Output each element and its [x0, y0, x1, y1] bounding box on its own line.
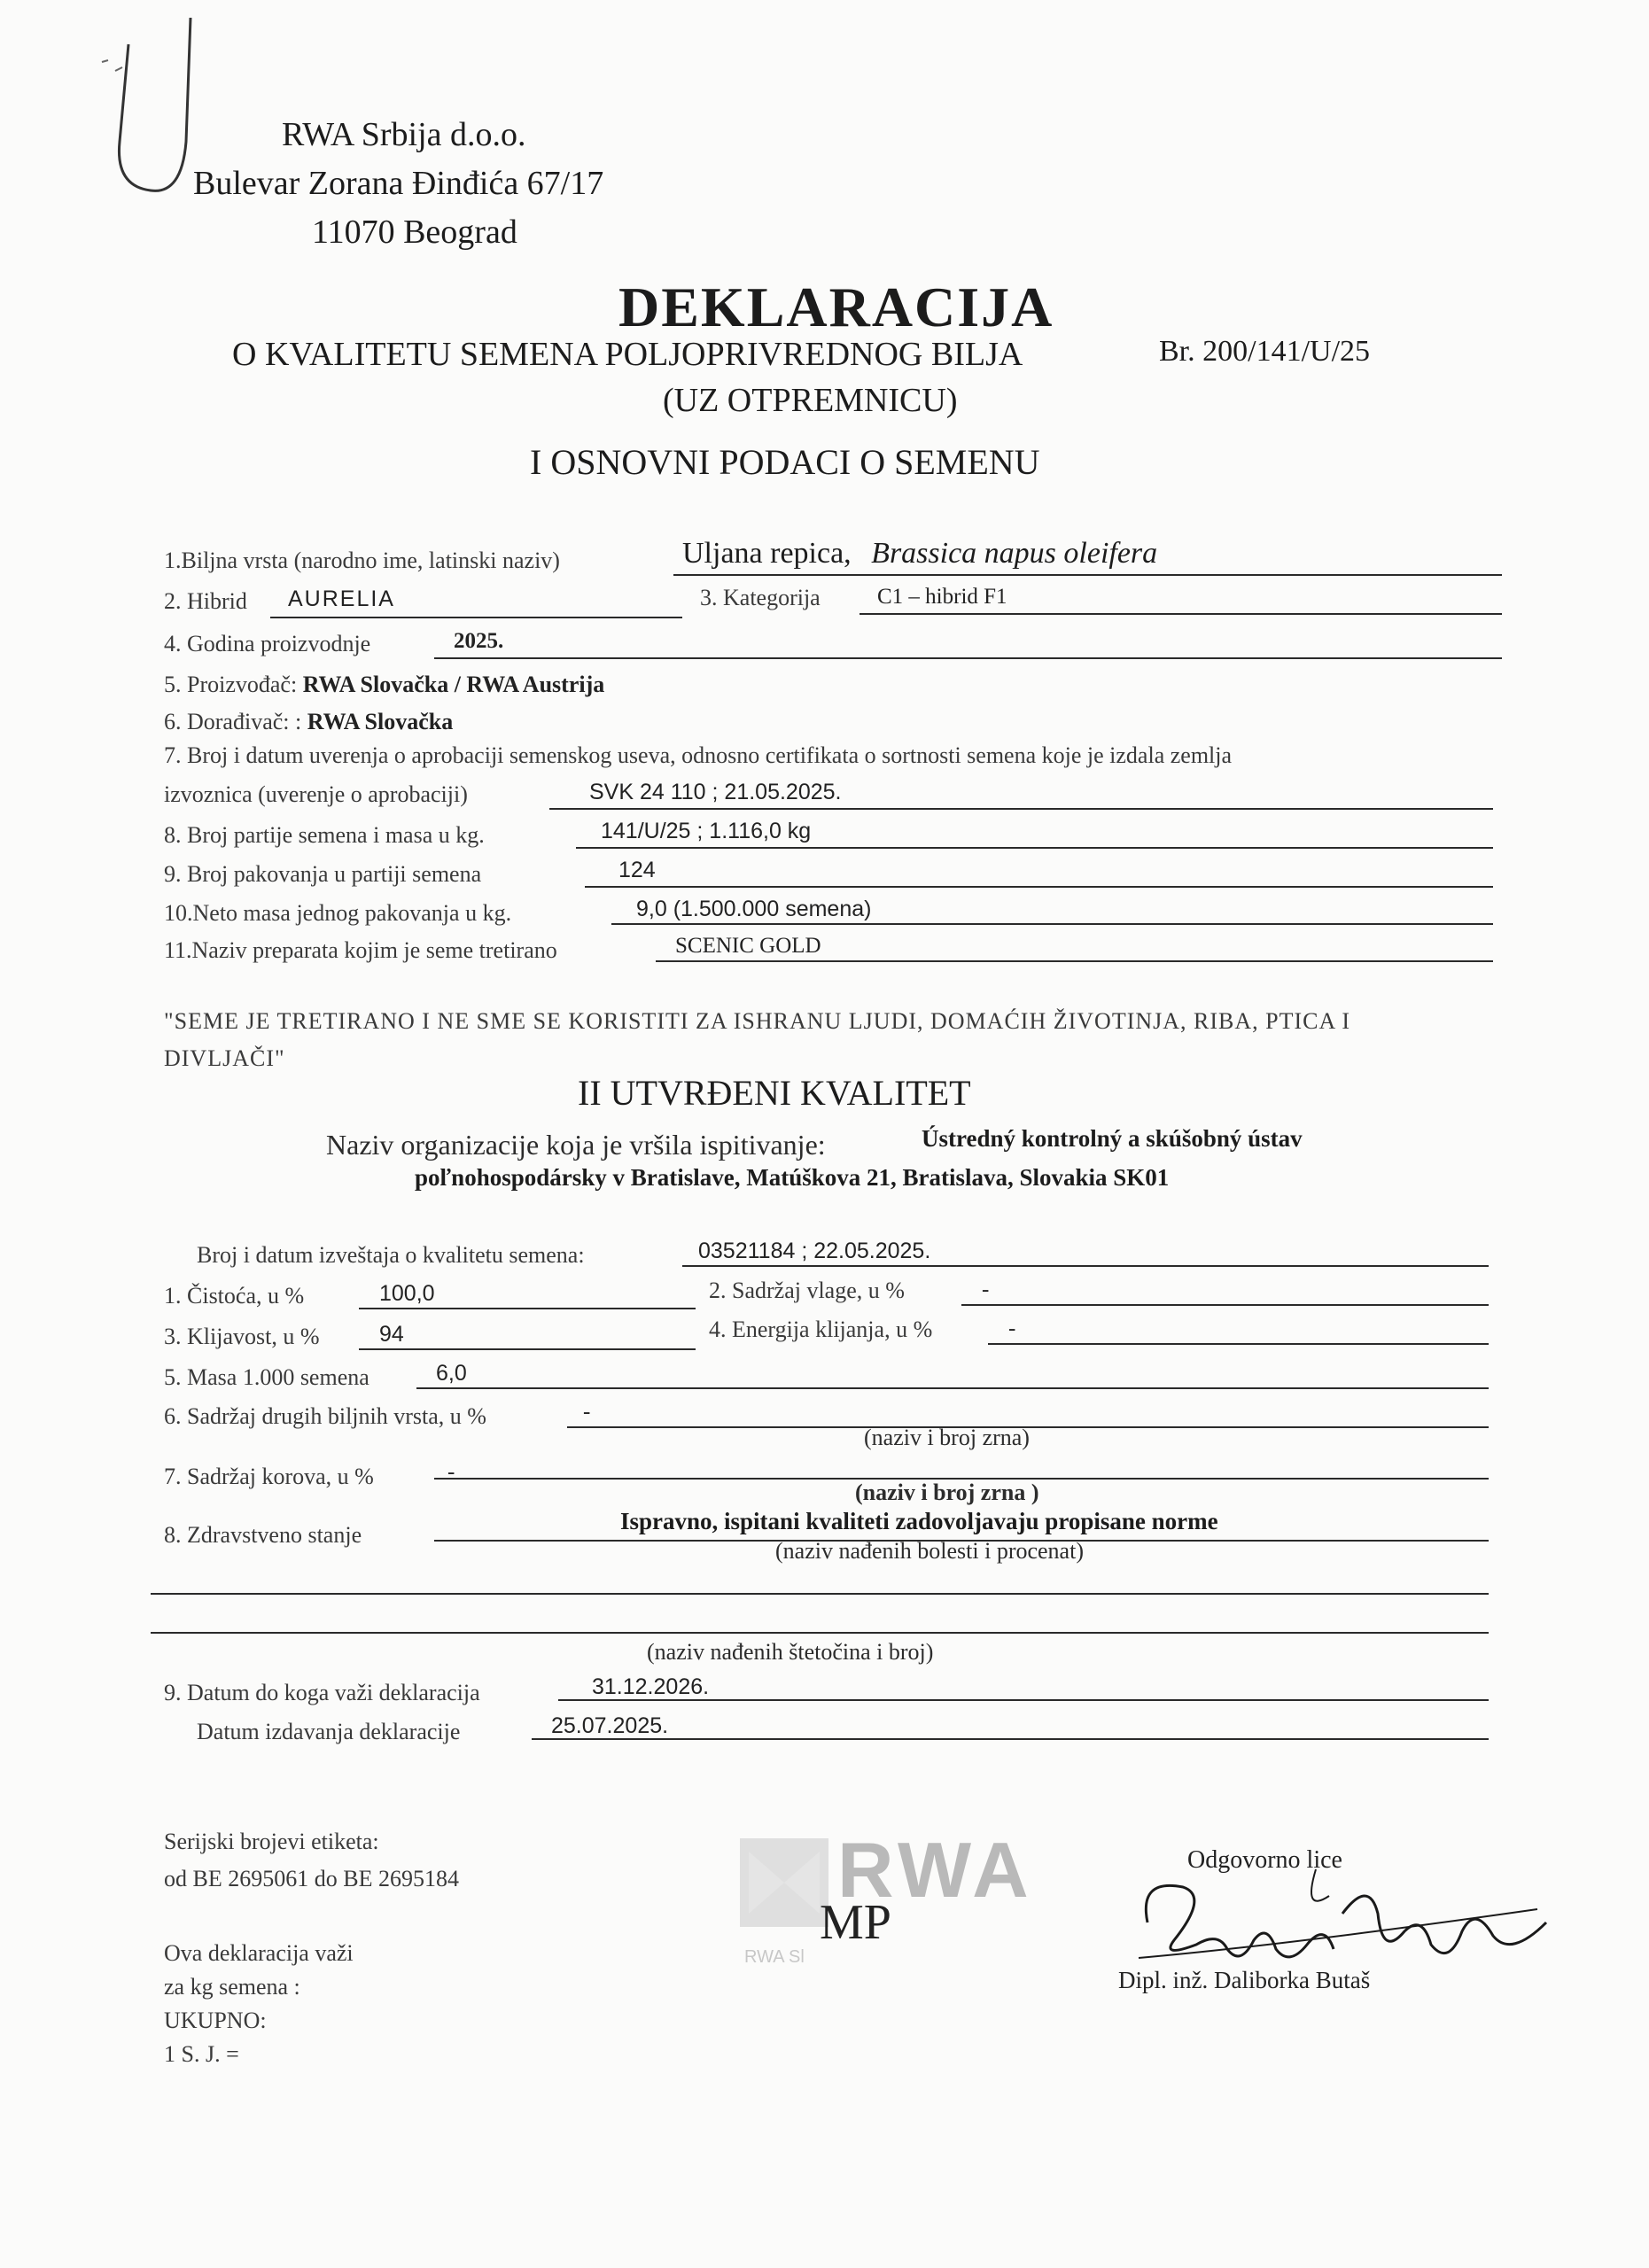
quality-3-underline	[359, 1348, 696, 1350]
company-name: RWA Srbija d.o.o.	[282, 116, 526, 153]
quality-report-value: 03521184 ; 22.05.2025.	[698, 1239, 931, 1263]
field-8-underline	[576, 847, 1493, 849]
field-5-label: 5. Proizvođač:	[164, 672, 298, 697]
responsible-person-name: Dipl. inž. Daliborka Butaš	[1118, 1967, 1371, 1993]
field-2-value: AURELIA	[288, 586, 395, 611]
issue-date-value: 25.07.2025.	[551, 1713, 669, 1738]
quality-5-value: 6,0	[436, 1361, 467, 1386]
quality-9-value: 31.12.2026.	[592, 1674, 710, 1699]
section-1-heading: I OSNOVNI PODACI O SEMENU	[530, 442, 1040, 482]
quality-8-value: Ispravno, ispitani kvaliteti zadovoljavaju propisane norme	[620, 1508, 1218, 1534]
quality-2-label: 2. Sadržaj vlage, u %	[709, 1278, 905, 1303]
quality-8-label: 8. Zdravstveno stanje	[164, 1522, 362, 1548]
company-address: Bulevar Zorana Đinđića 67/17	[193, 165, 604, 202]
quality-6-label: 6. Sadržaj drugih biljnih vrsta, u %	[164, 1403, 486, 1429]
field-11-value: SCENIC GOLD	[675, 934, 821, 958]
pests-hint: (naziv nađenih štetočina i broj)	[647, 1639, 934, 1665]
field-1-common-name: Uljana repica,	[682, 537, 852, 570]
document-number: Br. 200/141/U/25	[1159, 335, 1371, 368]
field-5	[164, 672, 604, 698]
testing-org-label: Naziv organizacije koja je vršila ispitivanje:	[326, 1129, 826, 1161]
field-5-value: RWA Slovačka / RWA Austrija	[302, 672, 605, 697]
quality-4-label: 4. Energija klijanja, u %	[709, 1317, 933, 1342]
label-serials-value: od BE 2695061 do BE 2695184	[164, 1866, 459, 1891]
field-6	[164, 709, 453, 735]
field-1-label: 1.Biljna vrsta (narodno ime, latinski naziv)	[164, 548, 560, 573]
field-10-label: 10.Neto masa jednog pakovanja u kg.	[164, 900, 512, 926]
validity-line-4: 1 S. J. =	[164, 2041, 239, 2067]
stamp-logo-icon	[735, 1834, 833, 1931]
quality-7-label: 7. Sadržaj korova, u %	[164, 1464, 374, 1489]
quality-6-hint: (naziv i broj zrna)	[864, 1425, 1030, 1450]
field-11-underline	[656, 960, 1493, 962]
field-10-value: 9,0 (1.500.000 semena)	[636, 897, 872, 921]
validity-line-3: UKUPNO:	[164, 2008, 267, 2033]
pests-line-1	[151, 1593, 1489, 1595]
issue-date-label: Datum izdavanja deklaracije	[197, 1719, 461, 1744]
responsible-person-label: Odgovorno lice	[1187, 1846, 1342, 1874]
paper-clip-mark	[97, 9, 204, 204]
quality-7-hint: (naziv i broj zrna )	[855, 1480, 1039, 1505]
field-9-label: 9. Broj pakovanja u partiji semena	[164, 861, 482, 887]
field-9-value: 124	[618, 858, 656, 882]
quality-4-underline	[988, 1343, 1489, 1345]
testing-org-name-line-2: poľnohospodársky v Bratislave, Matúškova 21, Bratislava, Slovakia SK01	[415, 1164, 1170, 1191]
quality-2-value: -	[982, 1278, 990, 1301]
quality-3-value: 94	[379, 1322, 404, 1347]
field-8-value: 141/U/25 ; 1.116,0 kg	[601, 819, 812, 843]
quality-2-underline	[961, 1304, 1489, 1306]
quality-1-label: 1. Čistoća, u %	[164, 1283, 305, 1309]
field-7-value: SVK 24 110 ; 21.05.2025.	[589, 780, 842, 804]
mp-label: MP	[820, 1895, 891, 1950]
document-title: DEKLARACIJA	[618, 276, 1054, 338]
stamp-subtext: RWA Sl	[744, 1947, 805, 1967]
quality-report-underline	[682, 1265, 1489, 1267]
field-6-value: RWA Slovačka	[307, 709, 454, 734]
company-city: 11070 Beograd	[312, 214, 517, 251]
testing-org-name-line-1: Ústredný kontrolný a skúšobný ústav	[922, 1125, 1303, 1152]
field-4-value: 2025.	[454, 629, 504, 653]
quality-7-value: -	[447, 1460, 455, 1484]
field-10-underline	[611, 923, 1493, 925]
section-2-heading: II UTVRĐENI KVALITET	[578, 1073, 971, 1113]
field-1-value	[682, 537, 1157, 571]
quality-1-underline	[359, 1308, 696, 1309]
field-11-label: 11.Naziv preparata kojim je seme tretirano	[164, 937, 557, 963]
quality-5-label: 5. Masa 1.000 semena	[164, 1364, 369, 1390]
treatment-warning-line-2: DIVLJAČI"	[164, 1045, 285, 1071]
document-note: (UZ OTPREMNICU)	[663, 382, 958, 419]
field-2-label: 2. Hibrid	[164, 588, 247, 614]
quality-4-value: -	[1008, 1317, 1016, 1340]
validity-line-2: za kg semena :	[164, 1974, 300, 2000]
quality-8-hint: (naziv nađenih bolesti i procenat)	[775, 1538, 1084, 1564]
field-3-underline	[860, 613, 1502, 615]
field-4-label: 4. Godina proizvodnje	[164, 631, 371, 656]
field-8-label: 8. Broj partije semena i masa u kg.	[164, 822, 485, 848]
field-3-value: C1 – hibrid F1	[877, 585, 1007, 609]
quality-9-underline	[558, 1699, 1489, 1701]
quality-report-label: Broj i datum izveštaja o kvalitetu semena:	[197, 1242, 585, 1268]
field-7-label: 7. Broj i datum uverenja o aprobaciji semenskog useva, odnosno certifikata o sortnosti semena koje je izdala zemlja	[164, 742, 1233, 768]
field-7-underline	[549, 808, 1493, 810]
quality-6-value: -	[583, 1400, 591, 1424]
field-1-latin-name: Brassica napus oleifera	[871, 537, 1158, 570]
quality-5-underline	[416, 1387, 1489, 1389]
field-4-underline	[434, 657, 1502, 659]
pests-line-2	[151, 1632, 1489, 1634]
document-subtitle: O KVALITETU SEMENA POLJOPRIVREDNOG BILJA	[232, 336, 1023, 373]
quality-9-label: 9. Datum do koga važi deklaracija	[164, 1680, 480, 1705]
quality-3-label: 3. Klijavost, u %	[164, 1324, 320, 1349]
stamp-text: RWA	[837, 1826, 1034, 1914]
field-7-label-continued: izvoznica (uverenje o aprobaciji)	[164, 781, 468, 807]
field-9-underline	[585, 886, 1493, 888]
field-6-label: 6. Dorađivač: :	[164, 709, 302, 734]
issue-date-underline	[532, 1738, 1489, 1740]
field-1-underline	[673, 574, 1502, 576]
treatment-warning-line-1: "SEME JE TRETIRANO I NE SME SE KORISTITI ZA ISHRANU LJUDI, DOMAĆIH ŽIVOTINJA, RIBA, PTICA I	[164, 1008, 1350, 1034]
field-2-underline	[270, 617, 682, 618]
validity-line-1: Ova deklaracija važi	[164, 1940, 354, 1966]
field-3-label: 3. Kategorija	[700, 585, 821, 610]
label-serials-label: Serijski brojevi etiketa:	[164, 1829, 379, 1854]
quality-1-value: 100,0	[379, 1281, 435, 1306]
